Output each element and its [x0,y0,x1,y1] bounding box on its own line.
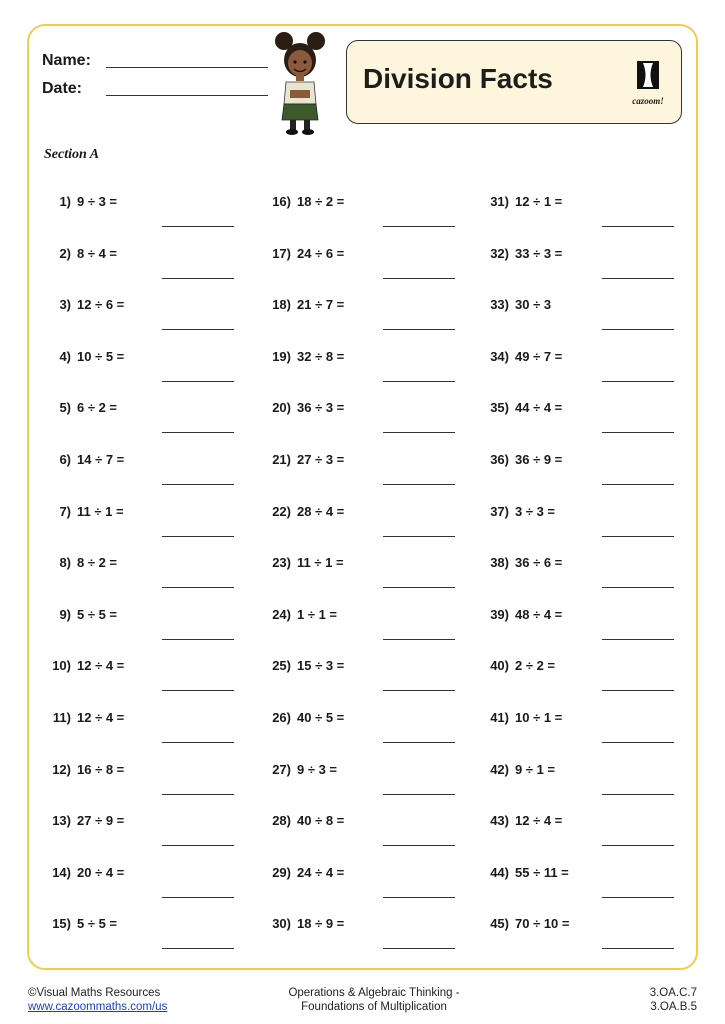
question-item [42,452,124,467]
question-item [262,452,344,467]
question-text: 9 ÷ 3 = [77,194,118,209]
question-number: 2) [59,245,71,261]
question-number: 1) [59,194,71,209]
question-item [480,916,569,931]
question-text: 36 ÷ 6 = [515,555,563,571]
question-item [480,400,562,415]
question-item [262,194,344,209]
question-text: 21 ÷ 7 = [297,297,345,313]
answer-line[interactable] [602,484,674,485]
question-item [42,246,117,261]
question-number: 17) [272,245,291,261]
standard-code-1: 3.OA.C.7 [649,987,697,999]
page-frame [27,24,698,970]
question-number: 24) [272,606,291,622]
question-item [42,297,124,312]
question-text: 27 ÷ 3 = [297,452,345,467]
answer-line[interactable] [162,432,234,433]
question-text: 33 ÷ 3 = [515,245,563,261]
question-text: 18 ÷ 9 = [297,916,345,932]
question-item [262,762,337,777]
answer-line[interactable] [162,690,234,691]
question-number: 26) [272,710,291,725]
question-item [42,194,117,209]
question-item [262,555,344,570]
question-item [262,658,344,673]
question-number: 20) [272,400,291,416]
question-number: 32) [490,245,509,261]
question-text: 49 ÷ 7 = [515,348,563,364]
question-number: 6) [59,452,71,467]
question-number: 42) [490,761,509,777]
question-text: 5 ÷ 5 = [77,606,118,622]
question-number: 14) [52,864,71,880]
question-text: 2 ÷ 2 = [515,658,556,674]
question-item [42,762,124,777]
question-text: 30 ÷ 3 [515,297,552,313]
answer-line[interactable] [162,278,234,279]
name-field[interactable] [106,67,268,68]
question-number: 34) [490,348,509,364]
answer-line[interactable] [162,587,234,588]
question-text: 12 ÷ 4 = [77,658,125,674]
question-text: 10 ÷ 5 = [77,348,125,364]
question-text: 9 ÷ 1 = [515,761,556,777]
date-label: Date: [42,80,83,97]
answer-line[interactable] [602,639,674,640]
question-item [262,297,344,312]
answer-line[interactable] [162,897,234,898]
answer-line[interactable] [602,536,674,537]
question-text: 12 ÷ 4 = [515,813,563,829]
topic-line-1: Operations & Algebraic Thinking - [288,987,460,999]
question-item [42,916,117,931]
question-item [42,555,117,570]
question-text: 18 ÷ 2 = [297,194,345,209]
footer-right [650,986,697,1014]
question-number: 16) [272,194,291,209]
answer-line[interactable] [602,432,674,433]
question-text: 40 ÷ 8 = [297,813,345,829]
question-item [480,865,569,880]
answer-line[interactable] [602,278,674,279]
answer-line[interactable] [162,742,234,743]
question-item [262,710,344,725]
question-number: 22) [272,503,291,519]
footer-center [252,986,496,1014]
question-item [262,607,337,622]
question-item [262,504,344,519]
answer-line[interactable] [383,432,455,433]
question-item [42,710,124,725]
question-item [480,194,562,209]
question-item [480,710,562,725]
answer-line[interactable] [383,381,455,382]
question-number: 37) [490,503,509,519]
girl-character-illustration [272,28,330,138]
question-number: 43) [490,813,509,829]
question-item [262,349,344,364]
question-number: 41) [490,710,509,725]
answer-line[interactable] [383,536,455,537]
name-label: Name: [42,52,91,69]
cazoom-logo-icon [637,61,659,89]
question-item [262,813,344,828]
question-text: 20 ÷ 4 = [77,864,125,880]
question-text: 28 ÷ 4 = [297,503,345,519]
question-text: 40 ÷ 5 = [297,710,345,725]
question-text: 48 ÷ 4 = [515,606,563,622]
standard-code-2: 3.OA.B.5 [650,1001,697,1013]
question-text: 15 ÷ 3 = [297,658,345,674]
answer-line[interactable] [602,897,674,898]
answer-line[interactable] [383,639,455,640]
question-item [42,400,117,415]
question-item [480,349,562,364]
question-text: 12 ÷ 6 = [77,297,125,313]
answer-line[interactable] [162,226,234,227]
question-text: 70 ÷ 10 = [515,916,570,932]
question-item [480,813,562,828]
question-item [42,658,124,673]
question-number: 15) [52,916,71,932]
answer-line[interactable] [383,484,455,485]
question-item [480,297,551,312]
question-number: 40) [490,658,509,674]
answer-line[interactable] [602,742,674,743]
question-item [42,504,124,519]
section-heading: Section A [44,147,100,162]
answer-line[interactable] [602,226,674,227]
topic-line-2: Foundations of Multiplication [301,1001,447,1013]
answer-line[interactable] [602,845,674,846]
answer-line[interactable] [162,536,234,537]
question-item [262,916,344,931]
answer-line[interactable] [162,329,234,330]
question-item [480,246,562,261]
answer-line[interactable] [383,948,455,949]
question-number: 9) [59,606,71,622]
question-number: 8) [59,555,71,571]
answer-line[interactable] [602,690,674,691]
question-text: 3 ÷ 3 = [515,503,556,519]
question-text: 11 ÷ 1 = [297,555,344,571]
question-text: 14 ÷ 7 = [77,452,125,467]
question-item [480,607,562,622]
question-text: 8 ÷ 2 = [77,555,118,571]
question-number: 5) [59,400,71,416]
answer-line[interactable] [602,794,674,795]
question-text: 1 ÷ 1 = [297,606,338,622]
question-item [42,813,124,828]
question-number: 31) [490,194,509,209]
answer-line[interactable] [602,587,674,588]
question-item [262,865,344,880]
cazoom-logo [625,61,671,106]
answer-line[interactable] [162,381,234,382]
question-item [42,865,124,880]
question-number: 38) [490,555,509,571]
question-number: 19) [272,348,291,364]
question-number: 25) [272,658,291,674]
answer-line[interactable] [383,329,455,330]
answer-line[interactable] [383,897,455,898]
question-number: 7) [59,503,71,519]
question-text: 27 ÷ 9 = [77,813,125,829]
question-number: 3) [59,297,71,313]
question-number: 27) [272,761,291,777]
answer-line[interactable] [383,278,455,279]
question-text: 8 ÷ 4 = [77,245,118,261]
question-number: 11) [52,710,71,725]
question-number: 35) [490,400,509,416]
answer-line[interactable] [162,639,234,640]
question-text: 32 ÷ 8 = [297,348,345,364]
answer-line[interactable] [383,845,455,846]
footer-left [28,986,167,1014]
answer-line[interactable] [602,381,674,382]
question-number: 29) [272,864,291,880]
question-text: 36 ÷ 9 = [515,452,563,467]
question-item [480,555,562,570]
question-text: 11 ÷ 1 = [77,503,124,519]
answer-line[interactable] [383,690,455,691]
question-text: 55 ÷ 11 = [515,864,569,880]
question-item [42,607,117,622]
question-number: 21) [272,452,291,467]
question-text: 5 ÷ 5 = [77,916,118,932]
answer-line[interactable] [162,948,234,949]
question-item [42,349,124,364]
question-number: 30) [272,916,291,932]
question-number: 12) [52,761,71,777]
question-number: 28) [272,813,291,829]
answer-line[interactable] [383,226,455,227]
question-number: 44) [490,864,509,880]
answer-line[interactable] [383,742,455,743]
question-text: 9 ÷ 3 = [297,761,338,777]
answer-line[interactable] [162,484,234,485]
answer-line[interactable] [383,794,455,795]
question-number: 23) [272,555,291,571]
question-number: 45) [490,916,509,932]
question-item [480,452,562,467]
page-title: Division Facts [363,63,553,94]
title-box [346,40,682,124]
question-text: 12 ÷ 4 = [77,710,125,725]
copyright-text: ©Visual Maths Resources [28,987,161,999]
question-text: 24 ÷ 4 = [297,864,345,880]
question-item [262,246,344,261]
question-number: 13) [52,813,71,829]
question-item [480,658,555,673]
question-text: 24 ÷ 6 = [297,245,345,261]
question-number: 4) [59,348,71,364]
question-item [480,762,555,777]
question-text: 44 ÷ 4 = [515,400,563,416]
question-text: 16 ÷ 8 = [77,761,125,777]
question-number: 10) [52,658,71,674]
question-text: 36 ÷ 3 = [297,400,345,416]
question-number: 18) [272,297,291,313]
answer-line[interactable] [162,794,234,795]
question-number: 39) [490,606,509,622]
question-text: 6 ÷ 2 = [77,400,118,416]
date-field[interactable] [106,95,268,96]
question-number: 36) [490,452,509,467]
question-text: 10 ÷ 1 = [515,710,563,725]
answer-line[interactable] [383,587,455,588]
question-text: 12 ÷ 1 = [515,194,563,209]
question-item [480,504,555,519]
answer-line[interactable] [162,845,234,846]
question-item [262,400,344,415]
cazoom-logo-text: cazoom! [632,96,664,106]
answer-line[interactable] [602,948,674,949]
question-number: 33) [490,297,509,313]
website-link[interactable]: www.cazoommaths.com/us [28,1001,168,1013]
answer-line[interactable] [602,329,674,330]
